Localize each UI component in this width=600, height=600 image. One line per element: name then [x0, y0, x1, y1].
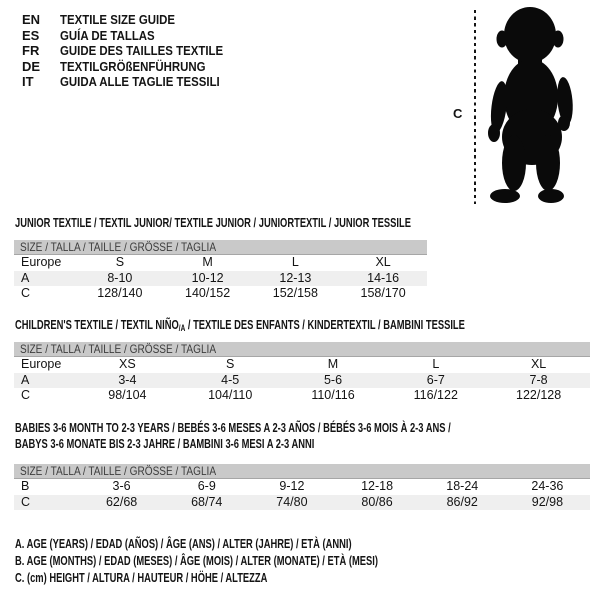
table-row-europe	[14, 255, 427, 271]
cell: 110/116	[311, 388, 355, 402]
cell: 158/170	[360, 286, 406, 300]
language-row-fr	[22, 43, 245, 59]
cell: 140/152	[185, 286, 231, 300]
table-row-height	[14, 388, 590, 404]
cell: 3-6	[112, 479, 131, 493]
table-row-height	[14, 495, 590, 511]
cell: 152/158	[272, 286, 318, 300]
legend-line-b	[15, 552, 519, 569]
language-code: ES	[22, 27, 40, 43]
size-header-bar	[14, 342, 590, 357]
cell: 4-5	[221, 372, 240, 387]
cell: 14-16	[367, 270, 400, 285]
row-label: A	[21, 270, 30, 285]
table-row-age-months	[14, 479, 590, 495]
language-row-de	[22, 59, 245, 75]
language-row-it	[22, 74, 245, 90]
babies-size-table	[14, 464, 590, 510]
language-list	[22, 12, 245, 90]
cell: M	[327, 357, 339, 371]
table-row-height	[14, 286, 427, 302]
measurement-legend	[15, 535, 519, 586]
cell: 8-10	[107, 270, 133, 285]
cell: XL	[530, 357, 547, 371]
legend-line-c	[15, 569, 519, 586]
cell: 7-8	[529, 372, 548, 387]
legend-line-a	[15, 535, 519, 552]
cell: 24-36	[531, 479, 564, 493]
babies-table-title	[15, 420, 600, 452]
cell: 62/68	[105, 494, 138, 509]
cell: XL	[375, 255, 391, 269]
height-measure-label: C	[453, 106, 463, 121]
cell: XS	[119, 357, 136, 371]
cell: S	[226, 357, 235, 371]
language-label: GUIDE DES TAILLES TEXTILE	[60, 43, 224, 58]
size-header-bar	[14, 240, 427, 255]
junior-size-table	[14, 240, 427, 302]
language-label: GUIDA ALLE TAGLIE TESSILI	[60, 74, 220, 89]
cell: 80/86	[361, 494, 393, 509]
babies-title-line1: BABIES 3-6 MONTH TO 2-3 YEARS / BEBÉS 3-6 MESES A 2-3 AÑOS / BÉBÉS 3-6 MOIS À 2-3 ANS /	[15, 420, 451, 435]
cell: L	[291, 255, 299, 269]
cell: 9-12	[279, 479, 305, 493]
cell: 3-4	[118, 372, 137, 387]
language-code: IT	[22, 74, 34, 89]
row-label: A	[21, 372, 30, 387]
row-label: Europe	[21, 255, 62, 269]
size-header-bar	[14, 464, 590, 479]
table-row-europe	[14, 357, 590, 373]
cell: S	[115, 255, 125, 269]
language-label: GUÍA DE TALLAS	[60, 27, 155, 43]
cell: 5-6	[323, 372, 343, 387]
cell: L	[432, 357, 440, 371]
row-label: C	[21, 286, 31, 300]
cell: 68/74	[191, 494, 223, 509]
cell: 18-24	[446, 479, 479, 493]
size-header-text: SIZE / TALLA / TAILLE / GRÖSSE / TAGLIA	[20, 240, 217, 254]
cell: 128/140	[97, 286, 143, 300]
language-label: TEXTILGRÖßENFÜHRUNG	[60, 58, 206, 74]
cell: 12-18	[361, 479, 394, 493]
row-label: B	[21, 479, 30, 493]
cell: 104/110	[208, 388, 253, 402]
language-code: FR	[22, 43, 40, 58]
cell: 6-7	[426, 372, 445, 387]
toddler-silhouette	[482, 5, 578, 207]
cell: 12-13	[279, 270, 312, 285]
language-label: TEXTILE SIZE GUIDE	[60, 12, 176, 27]
legend-text-a: A. AGE (YEARS) / EDAD (AÑOS) / ÂGE (ANS) / ALTER (JAHRE) / ETÀ (ANNI)	[15, 536, 352, 551]
language-code: EN	[22, 12, 41, 27]
cell: 92/98	[531, 494, 564, 509]
cell: 6-9	[197, 479, 216, 493]
cell: 122/128	[516, 388, 562, 402]
language-row-es	[22, 28, 245, 44]
language-row-en	[22, 12, 245, 28]
junior-title-text: JUNIOR TEXTILE / TEXTIL JUNIOR/ TEXTILE JUNIOR / JUNIORTEXTIL / JUNIOR TESSILE	[15, 215, 411, 230]
language-code: DE	[22, 58, 41, 74]
junior-table-title	[15, 215, 565, 231]
height-measure-dashed-line	[474, 10, 476, 204]
cell: 10-12	[191, 270, 224, 285]
children-table-title	[15, 317, 600, 334]
legend-text-b: B. AGE (MONTHS) / EDAD (MESES) / ÂGE (MOIS) / ALTER (MONATE) / ETÀ (MESI)	[15, 553, 378, 568]
babies-title-line2: BABYS 3-6 MONATE BIS 2-3 JAHRE / BAMBINI 3-6 MESI A 2-3 ANNI	[15, 436, 315, 451]
cell: M	[202, 255, 213, 269]
size-header-text: SIZE / TALLA / TAILLE / GRÖSSE / TAGLIA	[20, 342, 217, 356]
children-title-text: CHILDREN'S TEXTILE / TEXTIL NIÑO/A / TEXTILE DES ENFANTS / KINDERTEXTIL / BAMBINI TESSILE	[15, 317, 465, 333]
cell: 98/104	[108, 388, 147, 402]
legend-text-c: C. (cm) HEIGHT / ALTURA / HAUTEUR / HÖHE / ALTEZZA	[15, 570, 268, 585]
table-row-age	[14, 373, 590, 389]
cell: 116/122	[413, 388, 458, 402]
row-label: C	[21, 388, 31, 402]
row-label: C	[21, 494, 31, 509]
row-label: Europe	[21, 357, 62, 371]
table-row-age	[14, 271, 427, 287]
nino-a-subscript: /A	[178, 323, 186, 333]
children-size-table	[14, 342, 590, 404]
cell: 74/80	[276, 494, 308, 509]
size-header-text: SIZE / TALLA / TAILLE / GRÖSSE / TAGLIA	[20, 464, 217, 478]
cell: 86/92	[446, 494, 478, 509]
